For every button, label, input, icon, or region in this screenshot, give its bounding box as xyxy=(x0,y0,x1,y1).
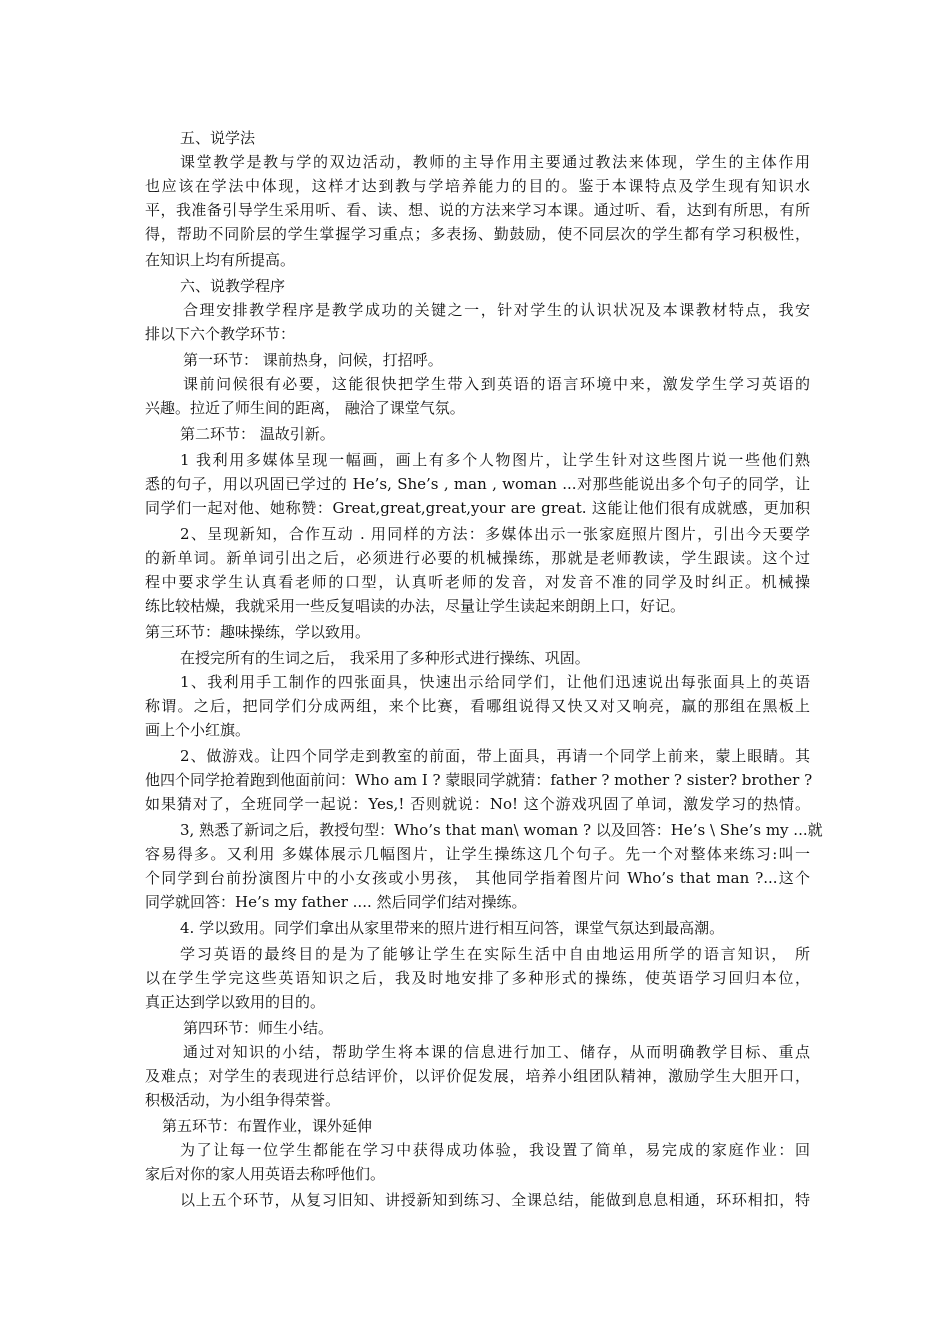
text-line: 同学们一起对他、她称赞：Great,great,great,your are great. 这能让他们很有成就感，更加积 xyxy=(145,499,810,517)
text-line: 程中要求学生认真看老师的口型，认真听老师的发音，对发音不准的同学及时纠正。机械操 xyxy=(145,573,810,591)
text-line: 家后对你的家人用英语去称呼他们。 xyxy=(145,1165,386,1183)
text-line: 第三环节：趣味操练，学以致用。 xyxy=(145,623,371,641)
text-line: 同学就回答：He’s my father .... 然后同学们结对操练。 xyxy=(145,893,527,911)
text-line: 第五环节：布置作业，课外延伸 xyxy=(162,1117,373,1135)
text-line: 练比较枯燥，我就采用一些反复唱读的办法，尽量让学生读起来朗朗上口，好记。 xyxy=(145,597,686,615)
text-line: 真正达到学以致用的目的。 xyxy=(145,993,326,1011)
text-line: 容易得多。又利用 多媒体展示几幅图片，让学生操练这几个句子。先一个对整体来练习:叫一 xyxy=(145,845,810,863)
text-line: 第一环节： 课前热身，问候，打招呼。 xyxy=(183,351,443,369)
text-line: 他四个同学抢着跑到他面前问：Who am I ? 蒙眼同学就猜：father ? mother ? sister? brother ? xyxy=(145,771,813,789)
text-line: 第四环节：师生小结。 xyxy=(183,1019,334,1037)
text-line: 积极活动，为小组争得荣誉。 xyxy=(145,1091,341,1109)
text-line: 以上五个环节，从复习旧知、讲授新知到练习、全课总结，能做到息息相通，环环相扣，特 xyxy=(180,1191,810,1209)
text-line: 1、我利用手工制作的四张面具，快速出示给同学们，让他们迅速说出每张面具上的英语 xyxy=(180,673,810,691)
text-line: 也应该在学法中体现，这样才达到教与学培养能力的目的。鉴于本课特点及学生现有知识水 xyxy=(145,177,810,195)
text-line: 第二环节： 温故引新。 xyxy=(180,425,335,443)
text-line: 2、做游戏。让四个同学走到教室的前面，带上面具，再请一个同学上前来，蒙上眼睛。其 xyxy=(180,747,810,765)
text-line: 课堂教学是教与学的双边活动，教师的主导作用主要通过教法来体现，学生的主体作用 xyxy=(180,153,810,171)
text-line: 2、呈现新知，合作互动 . 用同样的方法：多媒体出示一张家庭照片图片，引出今天要学 xyxy=(180,525,810,543)
text-line: 合理安排教学程序是教学成功的关键之一，针对学生的认识状况及本课教材特点，我安 xyxy=(183,301,810,319)
text-line: 通过对知识的小结，帮助学生将本课的信息进行加工、储存，从而明确教学目标、重点 xyxy=(183,1043,810,1061)
text-line: 为了让每一位学生都能在学习中获得成功体验，我设置了简单，易完成的家庭作业：回 xyxy=(180,1141,810,1159)
text-line: 悉的句子，用以巩固已学过的 He’s, She’s , man , woman ...对那些能说出多个句子的同学，让 xyxy=(145,475,810,493)
text-line: 个同学到台前扮演图片中的小女孩或小男孩， 其他同学指着图片问 Who’s that man ?...这个 xyxy=(145,869,810,887)
text-line: 课前问候很有必要，这能很快把学生带入到英语的语言环境中来，激发学生学习英语的 xyxy=(183,375,810,393)
text-line: 4. 学以致用。同学们拿出从家里带来的照片进行相互问答，课堂气氛达到最高潮。 xyxy=(180,919,725,937)
text-line: 3, 熟悉了新词之后，教授句型：Who’s that man\ woman ? 以及回答：He’s \ She’s my ...就 xyxy=(180,821,823,839)
text-line: 及难点；对学生的表现进行总结评价，以评价促发展，培养小组团队精神，激励学生大胆开口， xyxy=(145,1067,810,1085)
text-line: 平，我准备引导学生采用听、看、读、想、说的方法来学习本课。通过听、看，达到有所思，有所 xyxy=(145,201,810,219)
text-line: 的新单词。新单词引出之后，必须进行必要的机械操练，那就是老师教读，学生跟读。这个过 xyxy=(145,549,810,567)
text-line: 学习英语的最终目的是为了能够让学生在实际生活中自由地运用所学的语言知识， 所 xyxy=(180,945,810,963)
text-line: 称谓。之后，把同学们分成两组，来个比赛，看哪组说得又快又对又响亮，赢的那组在黑板上 xyxy=(145,697,810,715)
text-line: 1 我利用多媒体呈现一幅画，画上有多个人物图片，让学生针对这些图片说一些他们熟 xyxy=(180,451,810,469)
text-line: 在授完所有的生词之后， 我采用了多种形式进行操练、巩固。 xyxy=(180,649,590,667)
text-line: 以在学生学完这些英语知识之后，我及时地安排了多种形式的操练，使英语学习回归本位， xyxy=(145,969,810,987)
text-line: 如果猜对了，全班同学一起说：Yes,! 否则就说：No! 这个游戏巩固了单词，激发学习的热情。 xyxy=(145,795,810,813)
text-line: 排以下六个教学环节： xyxy=(145,325,296,343)
text-line: 六、说教学程序 xyxy=(180,277,286,295)
text-line: 在知识上均有所提高。 xyxy=(145,251,296,269)
text-line: 得，帮助不同阶层的学生掌握学习重点；多表扬、勤鼓励，使不同层次的学生都有学习积极性， xyxy=(145,225,810,243)
text-line: 兴趣。拉近了师生间的距离， 融洽了课堂气氛。 xyxy=(145,399,465,417)
text-line: 五、说学法 xyxy=(180,129,256,147)
text-line: 画上个小红旗。 xyxy=(145,721,251,739)
